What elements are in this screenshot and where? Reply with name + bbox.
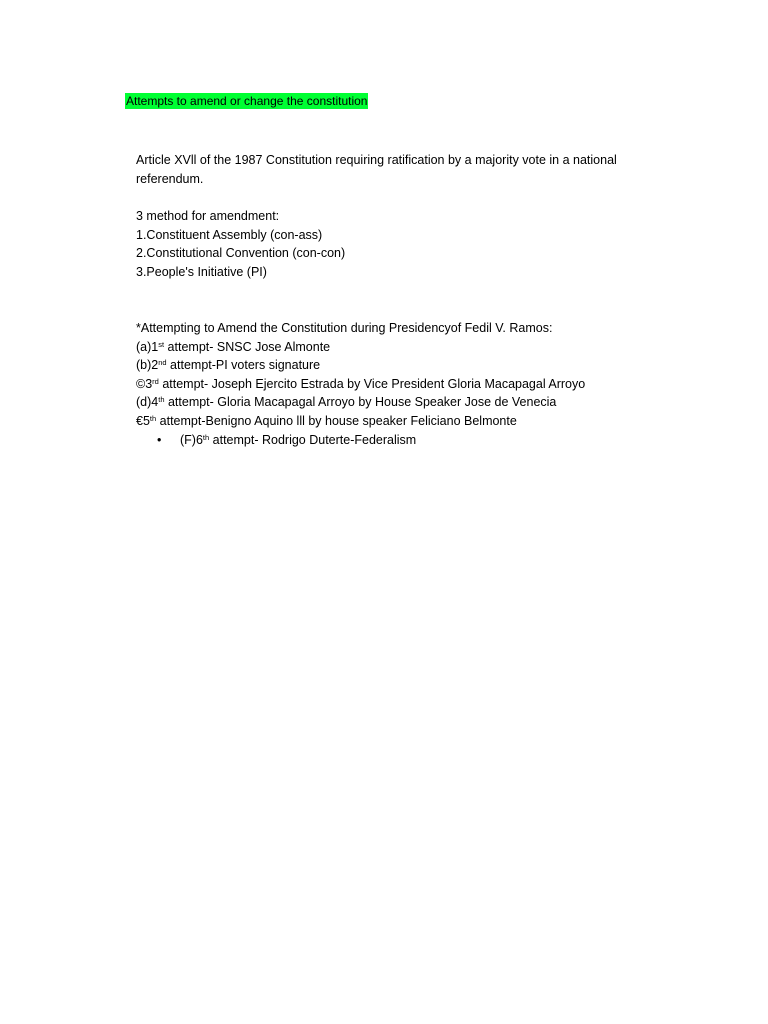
document-heading: Attempts to amend or change the constitution bbox=[126, 94, 368, 108]
attempt-item bbox=[136, 393, 656, 412]
attempt-ordinal: th bbox=[158, 395, 165, 405]
attempt-text: attempt- Rodrigo Duterte-Federalism bbox=[209, 432, 417, 447]
attempt-prefix: €5 bbox=[136, 413, 150, 428]
methods-title: 3 method for amendment: bbox=[136, 209, 280, 223]
attempt-ordinal: st bbox=[158, 339, 165, 349]
attempt-item bbox=[136, 412, 656, 431]
attempt-prefix: ©3 bbox=[136, 376, 153, 391]
attempt-prefix: (F)6 bbox=[180, 432, 203, 447]
attempts-intro: *Attempting to Amend the Constitution during Presidencyof Fedil V. Ramos: bbox=[136, 321, 553, 335]
method-item: 2.Constitutional Convention (con-con) bbox=[136, 246, 346, 261]
attempt-ordinal: th bbox=[202, 432, 210, 442]
attempt-ordinal: th bbox=[149, 413, 157, 423]
bullet-icon: • bbox=[157, 432, 162, 447]
method-item: 3.People's Initiative (PI) bbox=[136, 264, 267, 279]
attempt-prefix: (b)2 bbox=[136, 358, 159, 373]
amendment-attempts bbox=[136, 319, 656, 449]
method-item: 1.Constituent Assembly (con-ass) bbox=[136, 227, 323, 242]
attempt-text: attempt- Joseph Ejercito Estrada by Vice President Gloria Macapagal Arroyo bbox=[158, 376, 586, 391]
article-paragraph bbox=[136, 151, 656, 188]
attempt-prefix: (a)1 bbox=[136, 339, 159, 354]
attempt-item bbox=[136, 356, 656, 375]
attempt-text: attempt- Gloria Macapagal Arroyo by House Speaker Jose de Venecia bbox=[164, 395, 557, 410]
attempt-ordinal: rd bbox=[152, 376, 159, 386]
attempt-text: attempt-PI voters signature bbox=[166, 358, 321, 373]
article-text: Article XVll of the 1987 Constitution requiring ratification by a majority vote in a national referendum. bbox=[136, 153, 617, 186]
attempt-text: attempt- SNSC Jose Almonte bbox=[164, 339, 331, 354]
amendment-methods bbox=[136, 207, 656, 281]
attempt-item bbox=[136, 338, 656, 357]
attempt-prefix: (d)4 bbox=[136, 395, 159, 410]
attempt-ordinal: nd bbox=[158, 358, 167, 368]
attempt-text: attempt-Benigno Aquino lll by house speaker Feliciano Belmonte bbox=[156, 413, 517, 428]
attempt-item bbox=[136, 375, 656, 394]
bullet-attempt-item bbox=[136, 431, 656, 450]
